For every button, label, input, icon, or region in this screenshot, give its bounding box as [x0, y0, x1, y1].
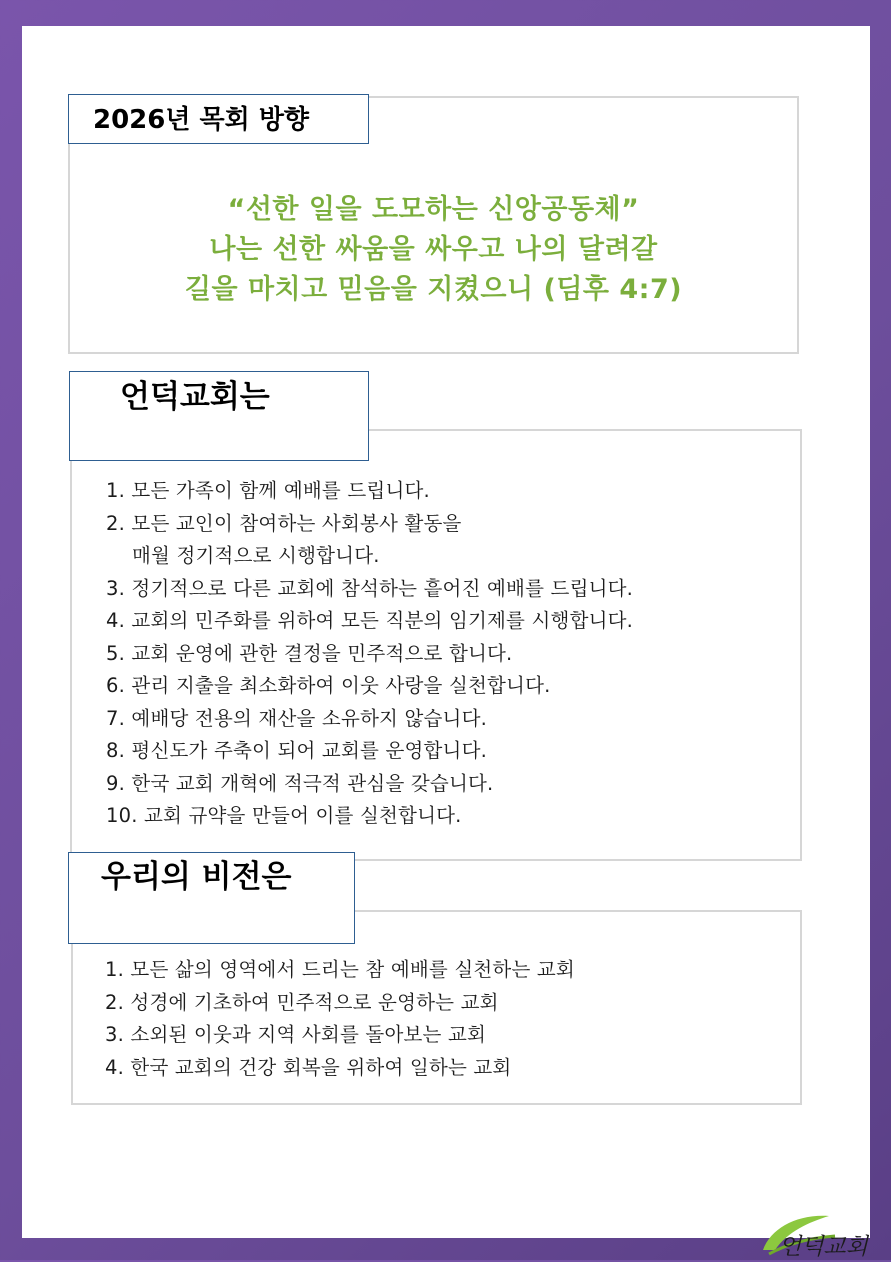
church-item-3: 3. 정기적으로 다른 교회에 참석하는 흩어진 예배를 드립니다. [106, 576, 634, 600]
church-item-4: 4. 교회의 민주화를 위하여 모든 직분의 임기제를 시행합니다. [106, 609, 634, 632]
svg-text:언덕교회: 언덕교회 [779, 1234, 868, 1260]
church-title: 언덕교회는 [69, 371, 369, 461]
bulletin-page [22, 26, 870, 1260]
church-list [106, 475, 633, 833]
church-box [70, 429, 802, 861]
vision-title: 우리의 비전은 [68, 852, 355, 944]
vision-item-2: 2. 성경에 기초하여 민주적으로 운영하는 교회 [105, 990, 499, 1014]
motto-line-2: 나는 선한 싸움을 싸우고 나의 달려갈 [209, 234, 658, 265]
motto-line-1: “선한 일을 도모하는 신앙공동체” [227, 194, 640, 225]
motto-line-3: 길을 마치고 믿음을 지켰으니 (딤후 4:7) [184, 274, 683, 305]
church-item-10: 10. 교회 규약을 만들어 이를 실천합니다. [106, 804, 462, 827]
vision-item-4: 4. 한국 교회의 건강 회복을 위하여 일하는 교회 [105, 1055, 512, 1079]
church-logo [757, 1210, 869, 1262]
church-item-9: 9. 한국 교회 개혁에 적극적 관심을 갖습니다. [106, 771, 494, 795]
church-item-1: 1. 모든 가족이 함께 예배를 드립니다. [106, 479, 430, 502]
church-item-2: 2. 모든 교인이 참여하는 사회봉사 활동을 [106, 511, 462, 535]
church-item-7: 7. 예배당 전용의 재산을 소유하지 않습니다. [106, 706, 488, 730]
church-item-6: 6. 관리 지출을 최소화하여 이웃 사랑을 실천합니다. [106, 674, 551, 697]
vision-item-3: 3. 소외된 이웃과 지역 사회를 돌아보는 교회 [105, 1023, 487, 1046]
church-item-8: 8. 평신도가 주축이 되어 교회를 운영합니다. [106, 739, 488, 762]
vision-list [105, 954, 575, 1084]
church-item-5: 5. 교회 운영에 관한 결정을 민주적으로 합니다. [106, 641, 513, 665]
direction-title: 2026년 목회 방향 [68, 94, 369, 144]
church-item-2-cont: 매월 정기적으로 시행합니다. [132, 544, 380, 567]
vision-item-1: 1. 모든 삶의 영역에서 드리는 참 예배를 실천하는 교회 [105, 958, 575, 981]
